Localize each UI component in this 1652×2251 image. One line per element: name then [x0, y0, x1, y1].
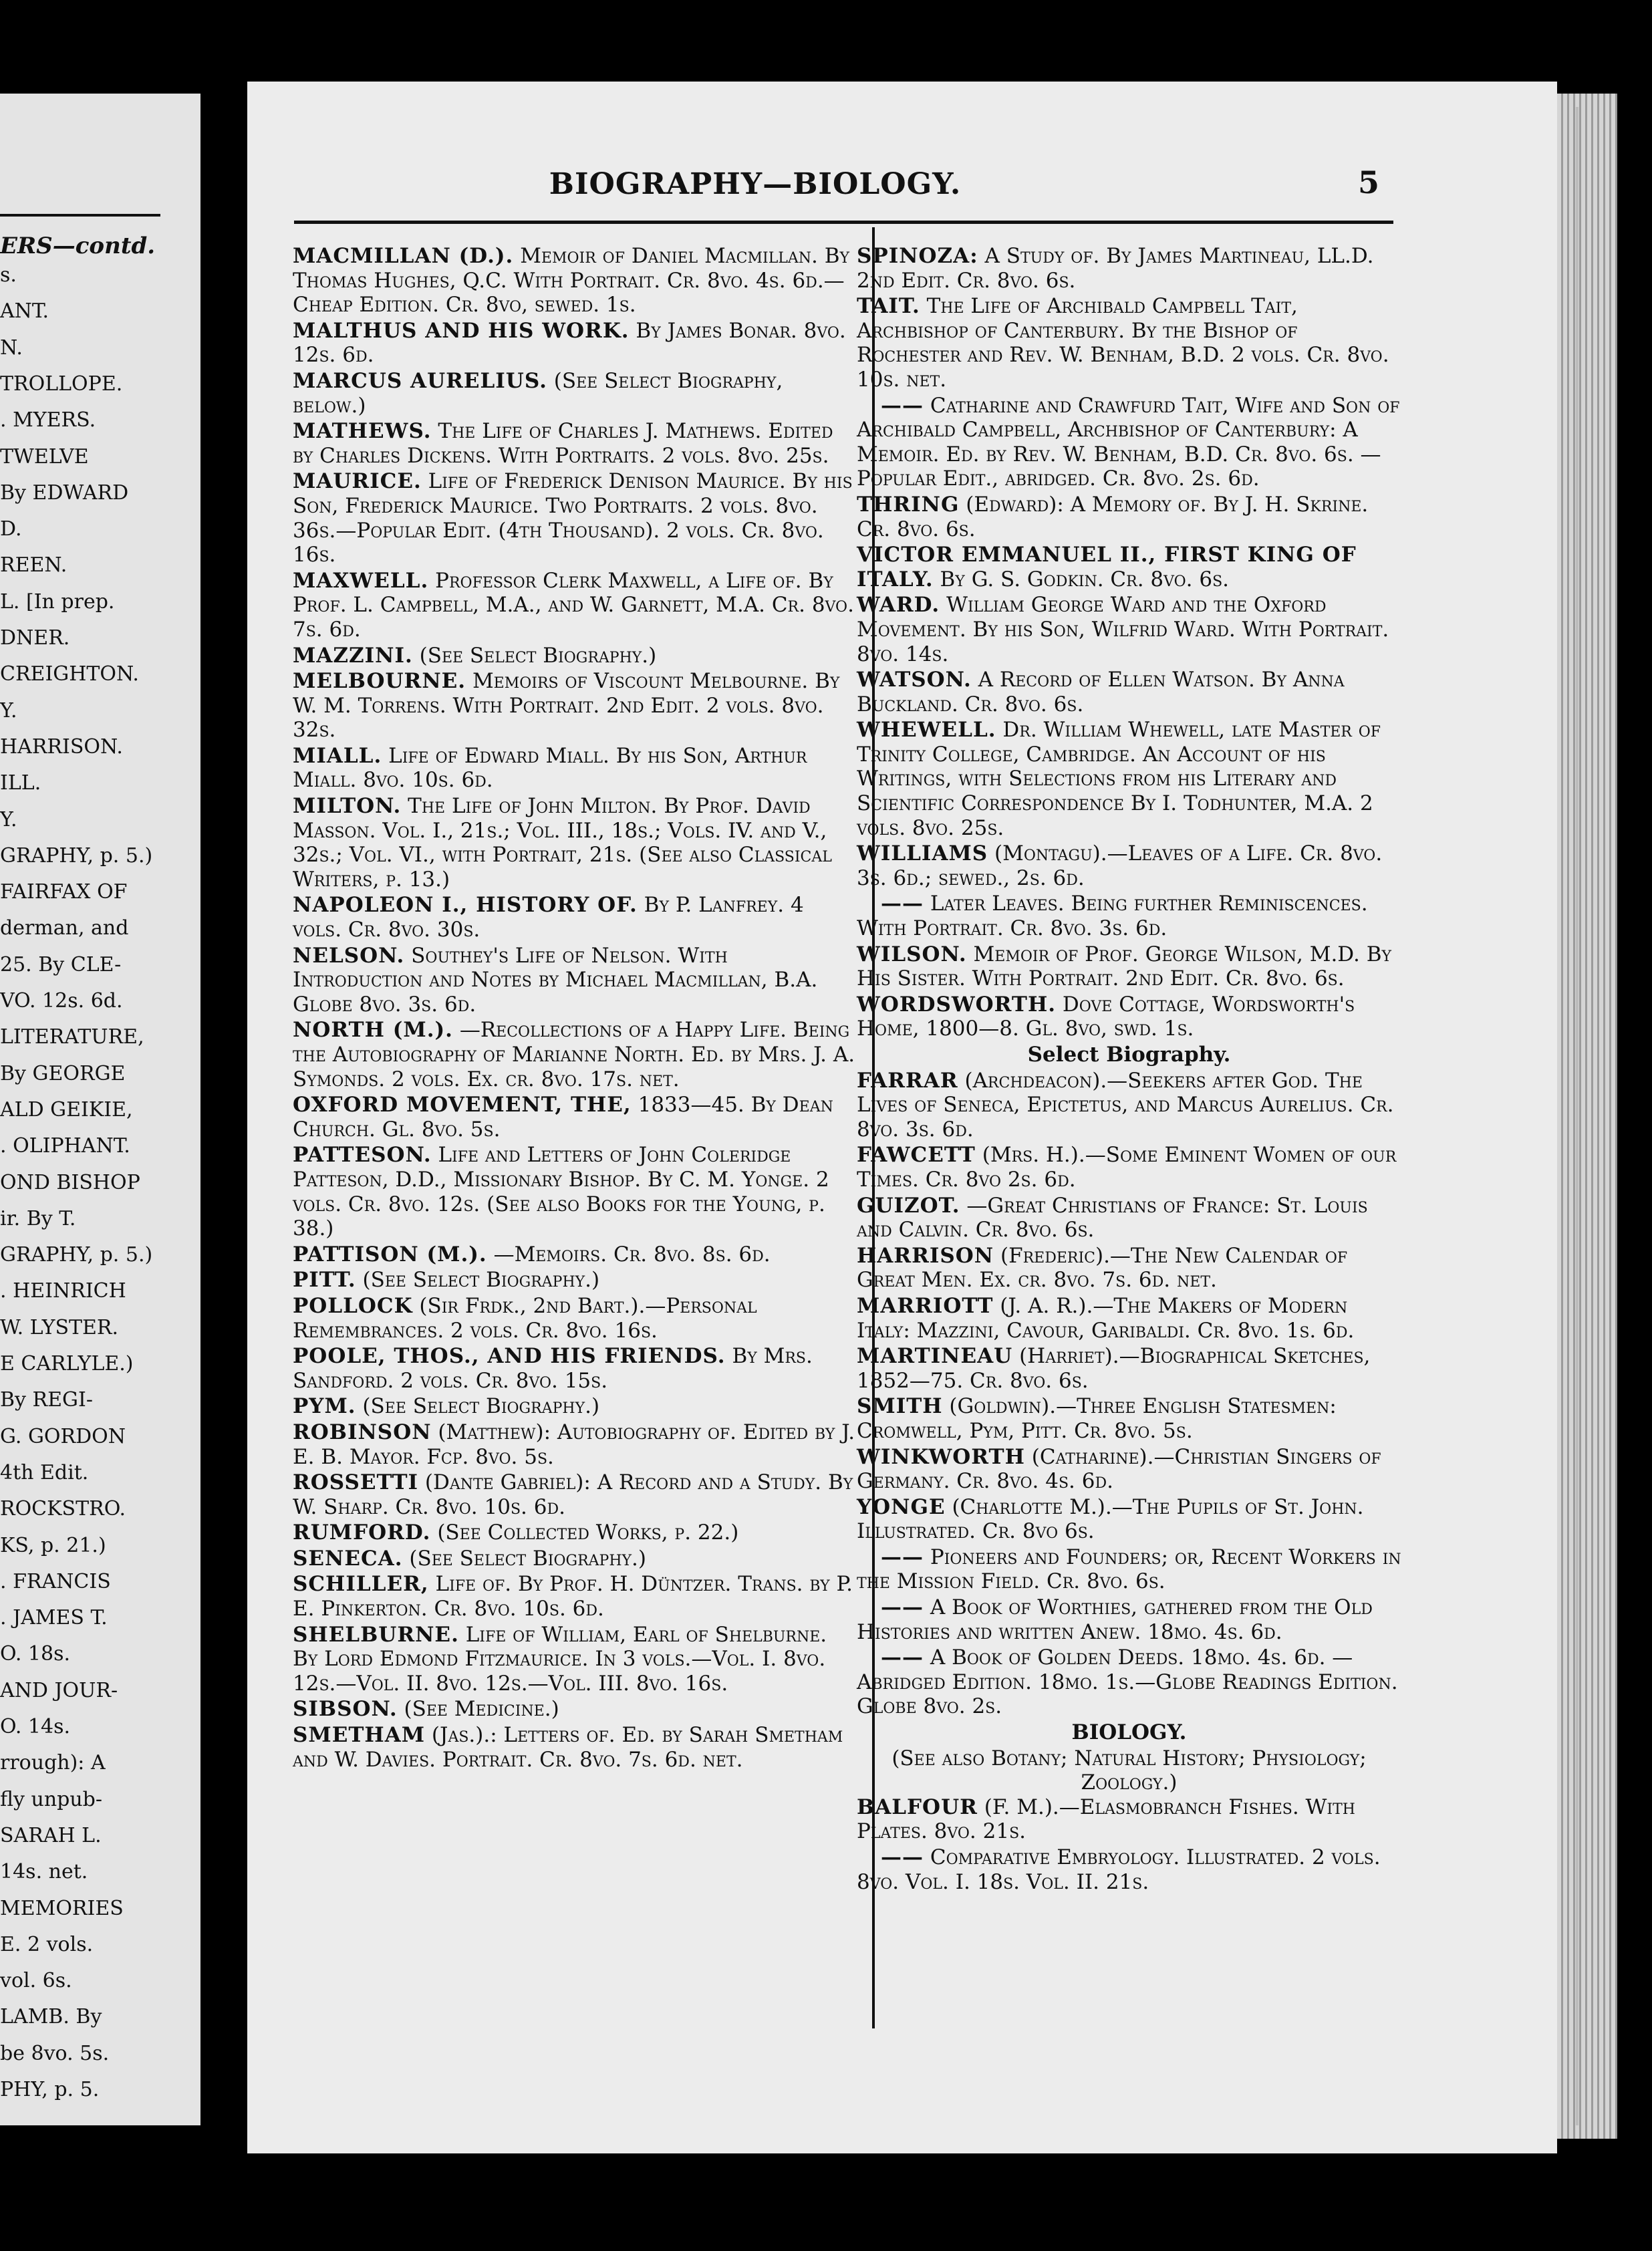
- catalog-entry: [857, 244, 1401, 293]
- entry-name: WARD.: [857, 593, 940, 618]
- left-page-fragment-line: By EDWARD: [0, 481, 129, 505]
- entry-name: ROSSETTI: [293, 1470, 419, 1495]
- left-page-fragment-line: Y.: [0, 807, 17, 831]
- entry-name: MAZZINI.: [293, 643, 413, 668]
- left-page-header: ERS—contd.: [0, 233, 156, 259]
- left-page-fragment-line: ALD GEIKIE,: [0, 1097, 133, 1121]
- entry-text: The Life of Archibald Campbell Tait, Archbishop of Canterbury. By the Bishop of Rochester and Rev. W. Benham, B.D. 2 vols. Cr. 8vo. 10s. net.: [857, 294, 1389, 392]
- entry-text: Comparative Embryology. Illustrated. 2 vols. 8vo. Vol. I. 18s. Vol. II. 21s.: [857, 1845, 1381, 1894]
- page-edges-shadow: [1576, 107, 1632, 2125]
- entry-name: SPINOZA:: [857, 244, 978, 268]
- catalog-entry: [857, 1545, 1401, 1594]
- catalog-entry: [857, 718, 1401, 840]
- entry-text: By Mrs. Sandford. 2 vols. Cr. 8vo. 15s.: [293, 1344, 813, 1393]
- catalog-entry: [857, 1143, 1401, 1192]
- catalog-entry: [293, 794, 857, 892]
- entry-name: MARTINEAU: [857, 1344, 1013, 1369]
- catalog-entry: [293, 1018, 857, 1091]
- catalog-entry: [293, 1394, 857, 1419]
- catalog-entry: [857, 1194, 1401, 1242]
- left-page-fragment-line: N.: [0, 336, 23, 360]
- entry-text: Life of Frederick Denison Maurice. By his Son, Frederick Maurice. Two Portraits. 2 vols. 8vo. 36s.—Popular Edit. (4th Thousand). 2 vols. Cr. 8vo. 16s.: [293, 469, 853, 567]
- left-page-fragment-line: GRAPHY, p. 5.): [0, 1243, 153, 1267]
- entry-text: (See Select Biography, below.): [293, 368, 783, 418]
- left-page-fragment-line: 4th Edit.: [0, 1460, 89, 1484]
- entry-name: WINKWORTH: [857, 1444, 1025, 1469]
- left-page-fragment-line: rrough): A: [0, 1751, 106, 1775]
- catalog-entry: [293, 1572, 857, 1621]
- entry-name: ——: [881, 892, 924, 916]
- catalog-entry: [293, 1242, 857, 1267]
- entry-name: FARRAR: [857, 1068, 958, 1093]
- catalog-entry: [857, 1495, 1401, 1544]
- left-page-fragment-line: By REGI-: [0, 1388, 93, 1412]
- left-page-fragment-line: . JAMES T.: [0, 1606, 108, 1630]
- left-page-fragment-line: . FRANCIS: [0, 1569, 111, 1593]
- catalog-entry: [857, 294, 1401, 392]
- entry-name: MALTHUS AND HIS WORK.: [293, 318, 630, 343]
- left-page-fragment: [0, 94, 200, 2125]
- entry-name: SHELBURNE.: [293, 1622, 459, 1647]
- entry-text: Dove Cottage, Wordsworth's Home, 1800—8. Gl. 8vo, swd. 1s.: [857, 992, 1355, 1041]
- entry-name: SENECA.: [293, 1546, 403, 1571]
- entry-text: Southey's Life of Nelson. With Introduction and Notes by Michael Macmillan, B.A. Globe 8vo. 3s. 6d.: [293, 943, 818, 1017]
- entry-text: (Charlotte M.).—The Pupils of St. John. Illustrated. Cr. 8vo 6s.: [857, 1494, 1364, 1544]
- left-page-fragment-line: CREIGHTON.: [0, 662, 139, 686]
- entry-text: The Life of Charles J. Mathews. Edited by Charles Dickens. With Portraits. 2 vols. 8vo. 25s.: [293, 419, 833, 468]
- page-number: 5: [1358, 164, 1380, 201]
- entry-name: SMETHAM: [293, 1723, 426, 1748]
- entry-name: PYM.: [293, 1394, 356, 1419]
- catalog-entry: [293, 1294, 857, 1343]
- left-page-fragment-line: derman, and: [0, 916, 129, 940]
- entry-name: MARCUS AURELIUS.: [293, 368, 547, 393]
- entry-name: SIBSON.: [293, 1697, 398, 1722]
- catalog-entry: [293, 944, 857, 1017]
- entry-text: (See Medicine.): [404, 1697, 559, 1722]
- section-heading: Select Biography.: [1027, 1043, 1231, 1067]
- entry-text: (See Select Biography.): [419, 643, 657, 668]
- entry-text: A Study of. By James Martineau, LL.D. 2nd Edit. Cr. 8vo. 6s.: [857, 244, 1374, 293]
- catalog-entry: [857, 992, 1401, 1041]
- entry-name: MAURICE.: [293, 469, 422, 494]
- header-rule: [294, 221, 1393, 224]
- entry-name: MACMILLAN (D.).: [293, 244, 514, 268]
- catalog-entry: [857, 1445, 1401, 1494]
- entry-name: PITT.: [293, 1268, 356, 1293]
- entry-text: (Mrs. H.).—Some Eminent Women of our Times. Cr. 8vo 2s. 6d.: [857, 1143, 1397, 1192]
- entry-text: (F. M.).—Elasmobranch Fishes. With Plates. 8vo. 21s.: [857, 1795, 1355, 1844]
- entry-text: (Sir Frdk., 2nd Bart.).—Personal Remembrances. 2 vols. Cr. 8vo. 16s.: [293, 1293, 757, 1343]
- entry-text: (Dante Gabriel): A Record and a Study. By W. Sharp. Cr. 8vo. 10s. 6d.: [293, 1470, 853, 1519]
- entry-text: (See Select Biography.): [362, 1268, 600, 1293]
- entry-text: (Matthew): Autobiography of. Edited by J. E. B. Mayor. Fcp. 8vo. 5s.: [293, 1420, 855, 1469]
- left-page-fragment-line: ILL.: [0, 771, 41, 795]
- entry-text: —Recollections of a Happy Life. Being the Autobiography of Marianne North. Ed. by Mrs. J. A. Symonds. 2 vols. Ex. cr. 8vo. 17s. net.: [293, 1018, 855, 1091]
- left-page-fragment-line: TWELVE: [0, 444, 89, 469]
- catalog-entry: [293, 1547, 857, 1571]
- entry-text: (Catharine).—Christian Singers of Germany. Cr. 8vo. 4s. 6d.: [857, 1444, 1381, 1494]
- left-page-fragment-line: be 8vo. 5s.: [0, 2041, 110, 2065]
- entry-text: (Jas.).: Letters of. Ed. by Sarah Smetham and W. Davies. Portrait. Cr. 8vo. 7s. 6d. net.: [293, 1723, 843, 1772]
- left-page-fragment-line: ir. By T.: [0, 1206, 76, 1230]
- entry-text: Dr. William Whewell, late Master of Trinity College, Cambridge. An Account of his Writings, with Selections from his Literary and Scientific Correspondence By I. Todhunter, M.A. 2 vols. 8vo. 25s.: [857, 718, 1381, 840]
- left-page-fragment-line: ROCKSTRO.: [0, 1497, 126, 1521]
- left-page-fragment-line: AND JOUR-: [0, 1678, 118, 1702]
- entry-text: Catharine and Crawfurd Tait, Wife and Son of Archibald Campbell, Archbishop of Canterbury: A Memoir. Ed. by Rev. W. Benham, B.D. Cr. 8vo. 6s. —Popular Edit., abridged. Cr. 8vo. 2s. 6d.: [857, 393, 1400, 491]
- entry-text: Memoir of Daniel Macmillan. By Thomas Hughes, Q.C. With Portrait. Cr. 8vo. 4s. 6d.—Cheap Edition. Cr. 8vo, sewed. 1s.: [293, 244, 850, 317]
- catalog-entry: [857, 1394, 1401, 1443]
- entry-text: —Memoirs. Cr. 8vo. 8s. 6d.: [493, 1242, 771, 1267]
- left-page-fragment-line: E. 2 vols.: [0, 1932, 94, 1956]
- entry-text: Later Leaves. Being further Reminiscences. With Portrait. Cr. 8vo. 3s. 6d.: [857, 892, 1368, 941]
- entry-name: PATTESON.: [293, 1143, 432, 1168]
- catalog-entry: [857, 1845, 1401, 1894]
- entry-text: 1833—45. By Dean Church. Gl. 8vo. 5s.: [293, 1093, 833, 1142]
- left-page-fragment-line: SARAH L.: [0, 1823, 102, 1847]
- entry-text: The Life of John Milton. By Prof. David Masson. Vol. I., 21s.; Vol. III., 18s.; Vols. IV. and V., 32s.; Vol. VI., with Portrait, 21s. (See also Classical Writers, p. 13.): [293, 794, 832, 892]
- entry-name: MATHEWS.: [293, 419, 432, 444]
- catalog-entry: [293, 644, 857, 668]
- left-page-fragment-line: . MYERS.: [0, 408, 96, 432]
- entry-name: NAPOLEON I., HISTORY OF.: [293, 893, 638, 918]
- catalog-entry: [293, 1093, 857, 1142]
- left-page-fragment-line: . HEINRICH: [0, 1279, 126, 1303]
- catalog-entry: [857, 493, 1401, 541]
- entry-text: A Book of Worthies, gathered from the Old Histories and written Anew. 18mo. 4s. 6d.: [857, 1595, 1373, 1644]
- entry-text: Life of William, Earl of Shelburne. By Lord Edmond Fitzmaurice. In 3 vols.—Vol. I. 8vo. 12s.—Vol. II. 8vo. 12s.—Vol. III. 8vo. 16s.: [293, 1622, 827, 1696]
- left-page-fragment-line: DNER.: [0, 626, 70, 650]
- catalog-entry: [293, 369, 857, 418]
- entry-name: WHEWELL.: [857, 718, 996, 743]
- entry-name: VICTOR EMMANUEL II., FIRST KING OF ITALY.: [857, 543, 1357, 591]
- left-page-fragment-line: fly unpub-: [0, 1787, 103, 1811]
- entry-name: YONGE: [857, 1494, 946, 1519]
- entry-name: MILTON.: [293, 794, 402, 819]
- left-column: [293, 244, 857, 1773]
- entry-name: FAWCETT: [857, 1143, 976, 1168]
- left-page-fragment-line: MEMORIES: [0, 1896, 124, 1920]
- catalog-entry: [293, 744, 857, 793]
- entry-text: A Book of Golden Deeds. 18mo. 4s. 6d. —Abridged Edition. 18mo. 1s.—Globe Readings Edition. Globe 8vo. 2s.: [857, 1645, 1398, 1719]
- entry-name: ——: [881, 1845, 924, 1869]
- catalog-entry: [293, 1623, 857, 1696]
- left-page-fragment-line: s.: [0, 263, 17, 287]
- entry-name: ——: [881, 393, 924, 418]
- running-head: BIOGRAPHY—BIOLOGY.: [549, 167, 962, 201]
- left-page-fragment-line: D.: [0, 517, 22, 541]
- entry-text: Life of. By Prof. H. Düntzer. Trans. by P. E. Pinkerton. Cr. 8vo. 10s. 6d.: [293, 1572, 853, 1621]
- catalog-entry: [293, 419, 857, 468]
- entry-name: RUMFORD.: [293, 1520, 431, 1545]
- catalog-entry: [857, 1344, 1401, 1393]
- catalog-entry: [857, 668, 1401, 716]
- catalog-entry: [293, 1420, 857, 1469]
- left-page-fragment-line: VO. 12s. 6d.: [0, 989, 123, 1013]
- entry-text: Memoirs of Viscount Melbourne. By W. M. Torrens. With Portrait. 2nd Edit. 2 vols. 8vo. 32s.: [293, 669, 840, 743]
- catalog-entry: [857, 1595, 1401, 1644]
- section-note: (See also Botany; Natural History; Physiology; Zoology.): [891, 1746, 1367, 1795]
- catalog-entry: [293, 1344, 857, 1393]
- entry-name: ROBINSON: [293, 1420, 432, 1444]
- catalog-entry: [857, 543, 1401, 591]
- entry-name: MELBOURNE.: [293, 669, 466, 694]
- entry-text: (J. A. R.).—The Makers of Modern Italy: Mazzini, Cavour, Garibaldi. Cr. 8vo. 1s. 6d.: [857, 1293, 1355, 1343]
- left-page-fragment-line: GRAPHY, p. 5.): [0, 843, 153, 868]
- left-page-fragment-line: G. GORDON: [0, 1424, 126, 1448]
- catalog-entry: [293, 1520, 857, 1545]
- entry-name: MARRIOTT: [857, 1293, 994, 1318]
- entry-text: (Montagu).—Leaves of a Life. Cr. 8vo. 3s. 6d.; sewed., 2s. 6d.: [857, 841, 1383, 890]
- entry-name: ——: [881, 1545, 924, 1569]
- left-page-fragment-line: Y.: [0, 698, 17, 722]
- catalog-entry: [293, 893, 857, 942]
- entry-name: ——: [881, 1595, 924, 1620]
- catalog-entry: [293, 244, 857, 317]
- entry-name: MAXWELL.: [293, 568, 429, 593]
- entry-text: (Goldwin).—Three English Statesmen: Cromwell, Pym, Pitt. Cr. 8vo. 5s.: [857, 1394, 1337, 1443]
- entry-text: (See Select Biography.): [362, 1394, 600, 1419]
- catalog-entry: [857, 593, 1401, 666]
- entry-text: Professor Clerk Maxwell, a Life of. By Prof. L. Campbell, M.A., and W. Garnett, M.A. Cr. 8vo. 7s. 6d.: [293, 568, 854, 642]
- catalog-entry: [293, 1697, 857, 1722]
- entry-name: POOLE, THOS., AND HIS FRIENDS.: [293, 1344, 726, 1369]
- entry-text: Memoir of Prof. George Wilson, M.D. By His Sister. With Portrait. 2nd Edit. Cr. 8vo. 6s.: [857, 942, 1392, 991]
- catalog-entry: [293, 669, 857, 743]
- entry-text: Life and Letters of John Coleridge Patteson, D.D., Missionary Bishop. By C. M. Yonge. 2 vols. Cr. 8vo. 12s. (See also Books for the Young, p. 38.): [293, 1143, 829, 1241]
- entry-text: —Great Christians of France: St. Louis and Calvin. Cr. 8vo. 6s.: [857, 1193, 1368, 1242]
- entry-text: (See Collected Works, p. 22.): [437, 1520, 739, 1545]
- catalog-entry: [293, 1143, 857, 1240]
- catalog-entry: [293, 319, 857, 368]
- entry-name: PATTISON (M.).: [293, 1242, 487, 1267]
- entry-name: OXFORD MOVEMENT, THE,: [293, 1093, 632, 1117]
- catalog-entry: [293, 1470, 857, 1519]
- left-page-fragment-line: ANT.: [0, 299, 49, 323]
- entry-text: (Archdeacon).—Seekers after God. The Lives of Seneca, Epictetus, and Marcus Aurelius. Cr. 8vo. 3s. 6d.: [857, 1068, 1394, 1142]
- left-page-fragment-line: LITERATURE,: [0, 1025, 144, 1049]
- catalog-entry: [857, 1795, 1401, 1844]
- entry-text: Life of Edward Miall. By his Son, Arthur Miall. 8vo. 10s. 6d.: [293, 743, 807, 793]
- entry-name: TAIT.: [857, 294, 920, 319]
- left-page-fragment-line: KS, p. 21.): [0, 1533, 106, 1557]
- right-column: [857, 244, 1401, 1895]
- left-page-fragment-line: . OLIPHANT.: [0, 1134, 130, 1158]
- catalog-entry: [293, 1723, 857, 1772]
- entry-name: SCHILLER,: [293, 1572, 429, 1597]
- catalog-entry: [857, 1645, 1401, 1719]
- left-page-fragment-line: TROLLOPE.: [0, 372, 123, 396]
- entry-name: SMITH: [857, 1394, 943, 1419]
- entry-name: THRING: [857, 492, 960, 517]
- entry-name: WORDSWORTH.: [857, 992, 1057, 1017]
- left-page-fragment-line: vol. 6s.: [0, 1969, 72, 1993]
- catalog-entry: [293, 569, 857, 642]
- catalog-entry: [857, 1244, 1401, 1293]
- entry-name: NELSON.: [293, 943, 405, 968]
- entry-name: MIALL.: [293, 743, 382, 768]
- catalog-entry: [857, 1294, 1401, 1343]
- left-page-fragment-line: PHY, p. 5.: [0, 2078, 100, 2101]
- left-page-fragment-line: O. 14s.: [0, 1715, 71, 1738]
- left-page-fragment-line: FAIRFAX OF: [0, 880, 128, 904]
- entry-text: By P. Lanfrey. 4 vols. Cr. 8vo. 30s.: [293, 893, 804, 942]
- left-page-fragment-line: REEN.: [0, 553, 67, 577]
- catalog-entry: [857, 892, 1401, 940]
- entry-text: By James Bonar. 8vo. 12s. 6d.: [293, 318, 846, 368]
- entry-text: A Record of Ellen Watson. By Anna Buckland. Cr. 8vo. 6s.: [857, 668, 1345, 716]
- left-page-fragment-line: OND BISHOP: [0, 1170, 140, 1194]
- entry-text: (Frederic).—The New Calendar of Great Men. Ex. cr. 8vo. 7s. 6d. net.: [857, 1243, 1348, 1293]
- entry-name: POLLOCK: [293, 1293, 413, 1318]
- left-page-fragment-line: HARRISON.: [0, 735, 123, 759]
- left-page-rule: [0, 214, 160, 217]
- left-page-fragment-line: 25. By CLE-: [0, 952, 122, 976]
- entry-text: (See Select Biography.): [409, 1546, 646, 1571]
- entry-name: BALFOUR: [857, 1795, 978, 1819]
- left-page-fragment-line: L. [In prep.: [0, 589, 115, 614]
- catalog-entry: [293, 1268, 857, 1293]
- entry-text: (Edward): A Memory of. By J. H. Skrine. Cr. 8vo. 6s.: [857, 492, 1369, 541]
- left-page-fragment-line: O. 18s.: [0, 1642, 71, 1666]
- catalog-entry: [857, 841, 1401, 890]
- catalog-entry: [857, 1069, 1401, 1142]
- entry-name: WILSON.: [857, 942, 967, 966]
- entry-text: By G. S. Godkin. Cr. 8vo. 6s.: [940, 567, 1230, 591]
- left-page-fragment-line: By GEORGE: [0, 1061, 126, 1085]
- left-page-fragment-line: LAMB. By: [0, 2005, 102, 2029]
- section-heading: BIOLOGY.: [1071, 1720, 1187, 1745]
- entry-name: HARRISON: [857, 1243, 994, 1268]
- left-page-fragment-line: W. LYSTER.: [0, 1315, 119, 1339]
- catalog-entry: [293, 469, 857, 567]
- entry-name: WILLIAMS: [857, 841, 988, 866]
- entry-name: WATSON.: [857, 668, 972, 692]
- entry-name: NORTH (M.).: [293, 1018, 453, 1043]
- entry-text: William George Ward and the Oxford Movement. By his Son, Wilfrid Ward. With Portrait. 8vo. 14s.: [857, 593, 1389, 666]
- left-page-fragment-line: 14s. net.: [0, 1860, 88, 1884]
- entry-name: GUIZOT.: [857, 1193, 960, 1218]
- entry-text: Pioneers and Founders; or, Recent Workers in the Mission Field. Cr. 8vo. 6s.: [857, 1545, 1401, 1594]
- catalog-entry: [857, 942, 1401, 991]
- entry-text: (Harriet).—Biographical Sketches, 1852—75. Cr. 8vo. 6s.: [857, 1344, 1371, 1393]
- catalog-entry: [857, 394, 1401, 491]
- left-page-fragment-line: E CARLYLE.): [0, 1352, 134, 1375]
- entry-name: ——: [881, 1645, 924, 1670]
